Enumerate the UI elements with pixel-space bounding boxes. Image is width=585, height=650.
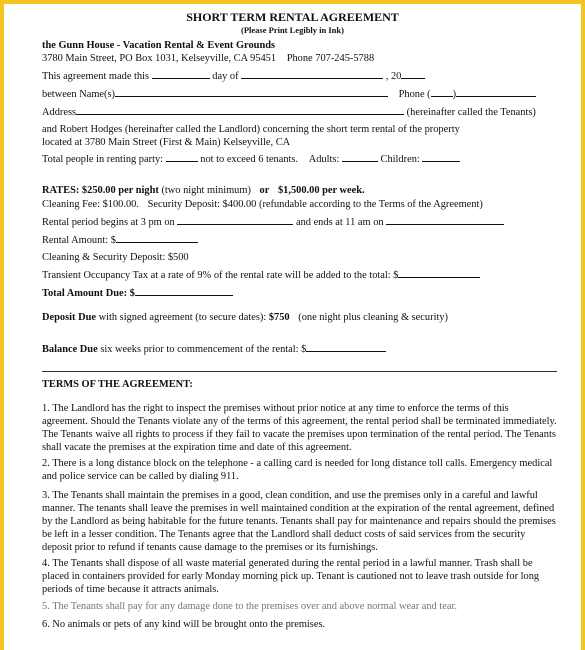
- cleaning-fee: Cleaning Fee: $100.00.: [42, 199, 139, 210]
- section-divider: [42, 371, 557, 372]
- agreement-day-field[interactable]: [152, 69, 210, 79]
- tenant-names-line: [42, 87, 536, 101]
- terms-item-6: 6. No animals or pets of any kind will be brought onto the premises.: [42, 619, 326, 630]
- adults-label: Adults:: [308, 154, 340, 165]
- deposit-due-label: Deposit Due: [42, 312, 96, 323]
- period-begins-label: Rental period begins at 3 pm on: [42, 217, 175, 228]
- total-amount-label: Total Amount Due: $: [42, 288, 135, 299]
- period-begins-field[interactable]: [177, 215, 293, 225]
- day-of-label: day of: [212, 71, 239, 82]
- rates-label: RATES: $250.00 per night: [42, 185, 159, 196]
- period-ends-label: and ends at 11 am on: [295, 217, 384, 228]
- total-amount-line: [42, 286, 233, 300]
- balance-due-label: Balance Due: [42, 344, 98, 355]
- children-field[interactable]: [422, 152, 460, 162]
- rates-or: or: [259, 185, 270, 196]
- agreement-month-field[interactable]: [241, 69, 383, 79]
- period-ends-field[interactable]: [386, 215, 504, 225]
- business-address: 3780 Main Street, PO Box 1031, Kelseyville, CA 95451: [42, 53, 277, 64]
- terms-item-2: 2. There is a long distance block on the telephone - a calling card is needed for long distance toll calls. Emergency medical and police service can be called by dialing 911.: [42, 458, 553, 482]
- children-label: Children:: [380, 154, 420, 165]
- terms-item-5: 5. The Tenants shall pay for any damage done to the premises over and above normal wear and tear.: [42, 601, 457, 612]
- year-prefix: , 20: [385, 71, 402, 82]
- tenant-address-field[interactable]: [76, 105, 404, 115]
- location-line: located at 3780 Main Street (First & Main) Kelseyville, CA: [42, 137, 291, 148]
- landlord-line: and Robert Hodges (hereinafter called the Landlord) concerning the short term rental of the property: [42, 124, 460, 135]
- people-label: Total people in renting party:: [42, 154, 164, 165]
- not-exceed-label: not to exceed 6 tenants.: [200, 154, 299, 165]
- terms-item-1: 1. The Landlord has the right to inspect the premises without prior notice at any time to enforce the terms of this agreement. Should the Tenants violate any of the terms of this agreement, the rental period shall be terminated immediately. The Tenants waive all rights to process if they fail to vacate the premises upon termination of the rental period. The Tenants shall vacate the premises at the expiration time and date of this agreement.: [42, 403, 557, 453]
- transient-tax-line: [42, 268, 480, 282]
- rental-period-line: [42, 215, 504, 229]
- tenant-phone-field[interactable]: [456, 87, 536, 97]
- business-phone: Phone 707-245-5788: [286, 53, 375, 64]
- business-name: the Gunn House - Vacation Rental & Event Grounds: [42, 40, 276, 51]
- agreement-year-field[interactable]: [401, 69, 425, 79]
- tenant-address-line: [42, 105, 536, 119]
- party-size-line: [42, 152, 460, 166]
- balance-due-text: six weeks prior to commencement of the rental: $: [100, 344, 307, 355]
- transient-tax-label: Transient Occupancy Tax at a rate of 9% of the rental rate will be added to the total: $: [42, 270, 399, 281]
- balance-due-field[interactable]: [306, 342, 386, 352]
- tenant-area-code-field[interactable]: [431, 87, 453, 97]
- rental-agreement-page: [4, 4, 581, 650]
- business-address-line: [42, 52, 374, 65]
- tenant-phone-close: ): [452, 89, 457, 100]
- deposit-amount: $750: [268, 312, 290, 323]
- rates-week: $1,500.00 per week.: [277, 185, 365, 196]
- rental-amount-line: [42, 233, 198, 247]
- rates-line: [42, 184, 365, 197]
- deposit-due-text: with signed agreement (to secure dates):: [98, 312, 267, 323]
- deposit-due-line: [42, 311, 448, 324]
- page-title: SHORT TERM RENTAL AGREEMENT: [186, 10, 399, 24]
- rental-amount-field[interactable]: [116, 233, 198, 243]
- deposit-note: (one night plus cleaning & security): [298, 312, 448, 323]
- address-label: Address: [42, 107, 77, 118]
- adults-field[interactable]: [342, 152, 378, 162]
- tenant-phone-label: Phone (: [398, 89, 431, 100]
- page-subtitle: (Please Print Legibly in Ink): [241, 25, 344, 35]
- terms-item-3: 3. The Tenants shall maintain the premises in a good, clean condition, and use the premises only in a careful and lawful manner. The tenants shall leave the premises in well maintained condition at the expiration of the rental agreement, defined by the Landlord as being habitable for the future tenants. Tenants shall pay for maintenance and repairs should the premises be left in a lesser condition. The Tenants agree that the Landlord shall deduct costs of said services from the security deposit prior to refund if tenants cause damage to the premises or its furnishings.: [42, 490, 556, 553]
- cleaning-security-line: Cleaning & Security Deposit: $500: [42, 252, 189, 263]
- agreement-date-line: [42, 69, 425, 83]
- people-count-field[interactable]: [166, 152, 198, 162]
- transient-tax-field[interactable]: [398, 268, 480, 278]
- fees-line: [42, 198, 483, 211]
- total-amount-field[interactable]: [135, 286, 233, 296]
- terms-heading: TERMS OF THE AGREEMENT:: [42, 379, 193, 390]
- rental-amount-label: Rental Amount: $: [42, 235, 116, 246]
- balance-due-line: [42, 342, 386, 356]
- terms-item-4: 4. The Tenants shall dispose of all waste material generated during the rental period in a lawful manner. Trash shall be placed in containers provided for early Monday morning pick up. Tenant is cautioned not to leave trash outside for long periods of time because it attracts animals.: [42, 558, 540, 595]
- rates-min-note: (two night minimum): [161, 185, 251, 196]
- tenant-names-field[interactable]: [115, 87, 388, 97]
- agreement-made-label: This agreement made this: [42, 71, 150, 82]
- security-deposit: Security Deposit: $400.00 (refundable according to the Terms of the Agreement): [147, 199, 483, 210]
- tenants-note: (hereinafter called the Tenants): [406, 107, 536, 118]
- between-names-label: between Name(s): [42, 89, 115, 100]
